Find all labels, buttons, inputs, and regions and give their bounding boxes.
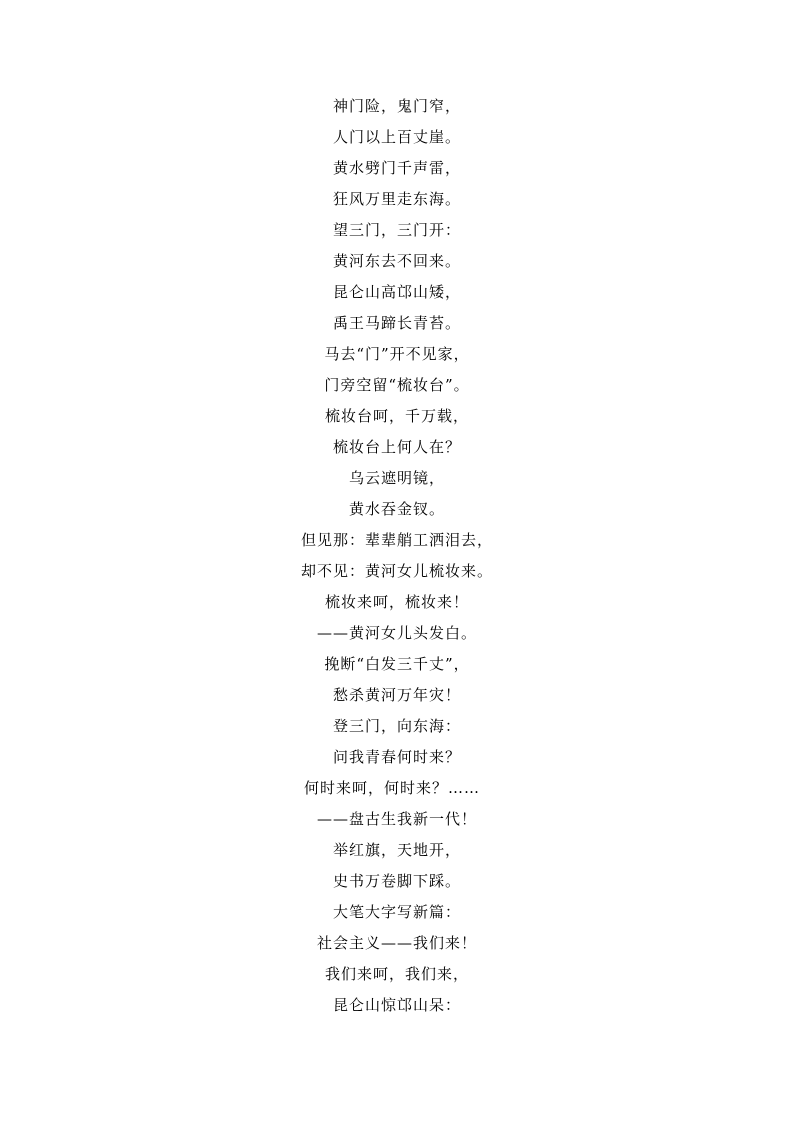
poem-line: 梳妆来呵，梳妆来！ bbox=[324, 593, 469, 611]
poem-line: 禹王马蹄长青苔。 bbox=[332, 314, 461, 332]
poem-line: 神门险，鬼门窄， bbox=[332, 97, 461, 115]
poem-line: 何时来呵，何时来？…… bbox=[303, 779, 480, 797]
poem-line: 人门以上百丈崖。 bbox=[332, 128, 461, 146]
poem-line: 乌云遮明镜， bbox=[348, 469, 445, 487]
poem-line: 愁杀黄河万年灾！ bbox=[332, 686, 461, 704]
poem-line: 狂风万里走东海。 bbox=[332, 190, 461, 208]
poem-line: 梳妆台上何人在？ bbox=[332, 438, 461, 456]
poem-line: 黄水吞金钗。 bbox=[348, 500, 445, 518]
poem-line: 问我青春何时来？ bbox=[332, 748, 461, 766]
poem-line: 社会主义——我们来！ bbox=[316, 934, 477, 952]
poem-line: 我们来呵，我们来， bbox=[324, 965, 469, 983]
poem-line: 但见那：辈辈艄工洒泪去， bbox=[300, 531, 493, 549]
poem-line: 昆仑山高邙山矮， bbox=[332, 283, 461, 301]
poem-line: 却不见：黄河女儿梳妆来。 bbox=[300, 562, 493, 580]
poem-line: 梳妆台呵，千万载， bbox=[324, 407, 469, 425]
poem-line: 黄河东去不回来。 bbox=[332, 252, 461, 270]
poem-line: 黄水劈门千声雷， bbox=[332, 159, 461, 177]
poem-line: 登三门，向东海： bbox=[332, 717, 461, 735]
poem-line: ——黄河女儿头发白。 bbox=[316, 624, 477, 642]
poem-line: 史书万卷脚下踩。 bbox=[332, 872, 461, 890]
poem-line: 望三门，三门开： bbox=[332, 221, 461, 239]
poem-line: 门旁空留“梳妆台”。 bbox=[324, 376, 470, 394]
poem-line: 举红旗，天地开， bbox=[332, 841, 461, 859]
poem-line: 昆仑山惊邙山呆： bbox=[332, 996, 461, 1014]
poem-line: 大笔大字写新篇： bbox=[332, 903, 461, 921]
poem-line: 挽断“白发三千丈”， bbox=[324, 655, 470, 673]
poem-line: 马去“门”开不见家， bbox=[324, 345, 470, 363]
poem-body bbox=[0, 91, 794, 1021]
poem-line: ——盘古生我新一代！ bbox=[316, 810, 477, 828]
